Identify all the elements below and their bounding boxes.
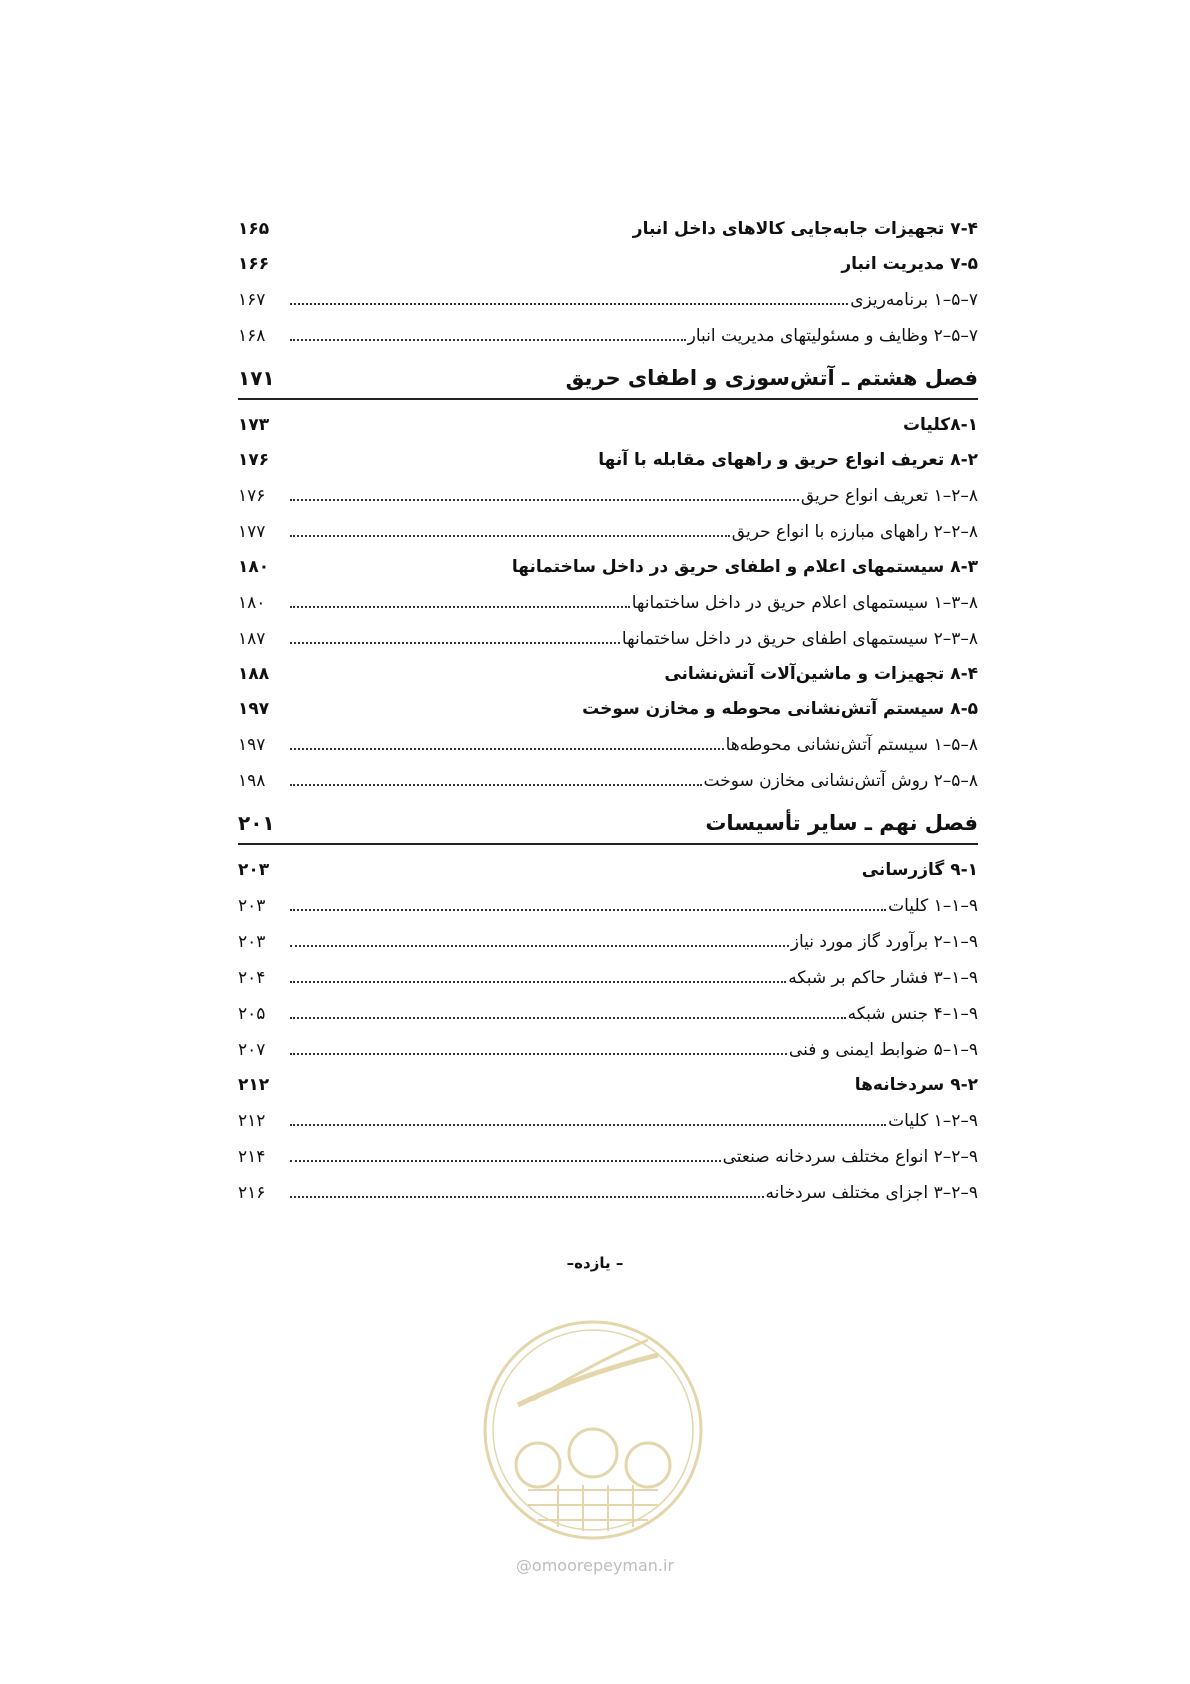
toc-entry-title: ۸–۵–۲ روش آتش‌نشانی مخازن سوخت xyxy=(703,771,978,791)
toc-subsection-row xyxy=(238,316,978,352)
toc-entry-title: ۸-۵ سیستم آتش‌نشانی محوطه و مخازن سوخت xyxy=(582,699,978,719)
dot-leader xyxy=(290,535,730,537)
toc-page-number: ۱۷۶ xyxy=(238,486,266,506)
toc-entry-title: ۸–۳–۱ سیستمهای اعلام حریق در داخل ساختمانها xyxy=(631,593,978,613)
toc-page-number: ۲۰۳ xyxy=(238,860,270,880)
toc-entry-title: ۹–۱–۴ جنس شبکه xyxy=(847,1004,978,1024)
toc-page-number: ۲۰۳ xyxy=(238,932,266,952)
toc-entry-title: ۹–۱–۵ ضوابط ایمنی و فنی xyxy=(788,1040,978,1060)
toc-section-row xyxy=(238,1066,978,1101)
toc-entry-title: ۸-۱کلیات xyxy=(902,415,978,435)
dot-leader xyxy=(290,1017,846,1019)
toc-entry-title: فصل هشتم ـ آتش‌سوزی و اطفای حریق xyxy=(565,366,978,390)
toc-subsection-row xyxy=(238,1101,978,1137)
dot-leader xyxy=(290,981,786,983)
toc-subsection-row xyxy=(238,280,978,316)
toc-section-row xyxy=(238,245,978,280)
toc-entry-title: ۸-۲ تعریف انواع حریق و راههای مقابله با آنها xyxy=(598,450,978,470)
toc-entry-title: فصل نهم ـ سایر تأسیسات xyxy=(705,811,978,835)
toc-entry-title: ۸-۴ تجهیزات و ماشین‌آلات آتش‌نشانی xyxy=(664,664,978,684)
toc-chapter-row xyxy=(238,352,978,400)
page-number-footer: – یازده– xyxy=(566,1254,624,1272)
dot-leader xyxy=(290,606,630,608)
toc-entry-title: ۸–۳–۲ سیستمهای اطفای حریق در داخل ساختمانها xyxy=(621,629,978,649)
toc-entry-title: ۸–۵–۱ سیستم آتش‌نشانی محوطه‌ها xyxy=(725,735,978,755)
toc-section-row xyxy=(238,406,978,441)
toc-section-row xyxy=(238,441,978,476)
toc-page-number: ۱۷۷ xyxy=(238,522,266,542)
toc-page-number: ۲۱۲ xyxy=(238,1111,266,1131)
toc-subsection-row xyxy=(238,994,978,1030)
dot-leader xyxy=(290,909,886,911)
toc-page-number: ۲۰۴ xyxy=(238,968,266,988)
toc-page-number: ۱۹۷ xyxy=(238,699,270,719)
toc-page-number: ۲۱۲ xyxy=(238,1075,270,1095)
toc-subsection-row xyxy=(238,922,978,958)
dot-leader xyxy=(290,339,686,341)
toc-entry-title: ۸-۳ سیستمهای اعلام و اطفای حریق در داخل ساختمانها xyxy=(511,557,978,577)
table-of-contents xyxy=(238,210,978,1209)
dot-leader xyxy=(290,1124,886,1126)
toc-page-number: ۲۰۳ xyxy=(238,896,266,916)
toc-entry-title: ۸–۲–۱ تعریف انواع حریق xyxy=(800,486,978,506)
toc-entry-title: ۷–۵–۱ برنامه‌ریزی xyxy=(850,290,978,310)
toc-page-number: ۱۸۰ xyxy=(238,593,266,613)
toc-page-number: ۲۰۵ xyxy=(238,1004,266,1024)
toc-entry-title: ۹–۲–۲ انواع مختلف سردخانه صنعتی xyxy=(722,1147,978,1167)
toc-page-number: ۱۶۶ xyxy=(238,254,270,274)
toc-entry-title: ۹–۲–۱ کلیات xyxy=(888,1111,978,1131)
toc-subsection-row xyxy=(238,958,978,994)
toc-subsection-row xyxy=(238,476,978,512)
toc-section-row xyxy=(238,690,978,725)
toc-entry-title: ۹–۱–۲ برآورد گاز مورد نیاز xyxy=(790,932,978,952)
toc-subsection-row xyxy=(238,725,978,761)
toc-subsection-row xyxy=(238,886,978,922)
toc-subsection-row xyxy=(238,1137,978,1173)
toc-entry-title: ۹–۱–۳ فشار حاکم بر شبکه xyxy=(788,968,978,988)
toc-entry-title: ۹–۲–۳ اجزای مختلف سردخانه xyxy=(765,1183,978,1203)
toc-page-number: ۲۱۶ xyxy=(238,1183,266,1203)
toc-page-number: ۱۷۳ xyxy=(238,415,270,435)
toc-section-row xyxy=(238,655,978,690)
toc-entry-title: ۷-۵ مدیریت انبار xyxy=(841,254,978,274)
toc-entry-title: ۷–۵–۲ وظایف و مسئولیتهای مدیریت انبار xyxy=(687,326,978,346)
dot-leader xyxy=(290,1196,764,1198)
toc-page-number: ۱۶۸ xyxy=(238,326,266,346)
dot-leader xyxy=(290,303,848,305)
dot-leader xyxy=(290,642,620,644)
toc-subsection-row xyxy=(238,512,978,548)
toc-page-number: ۱۶۵ xyxy=(238,219,270,239)
toc-subsection-row xyxy=(238,1030,978,1066)
toc-page-number: ۱۸۰ xyxy=(238,557,270,577)
toc-entry-title: ۷-۴ تجهیزات جابه‌جایی کالاهای داخل انبار xyxy=(632,219,978,239)
toc-subsection-row xyxy=(238,761,978,797)
dot-leader xyxy=(290,1053,787,1055)
toc-entry-title: ۹-۱ گازرسانی xyxy=(861,860,978,880)
toc-entry-title: ۹–۱–۱ کلیات xyxy=(888,896,978,916)
toc-section-row xyxy=(238,548,978,583)
toc-page-number: ۲۰۷ xyxy=(238,1040,266,1060)
toc-page-number: ۱۸۷ xyxy=(238,629,266,649)
toc-page-number: ۱۹۸ xyxy=(238,771,266,791)
dot-leader xyxy=(290,945,789,947)
toc-page-number: ۱۷۶ xyxy=(238,450,270,470)
toc-section-row xyxy=(238,851,978,886)
website-watermark: @omoorepeyman.ir xyxy=(515,1556,675,1575)
toc-page-number: ۱۸۸ xyxy=(238,664,270,684)
omoorepeyman-seal-watermark xyxy=(478,1315,708,1545)
toc-page-number: ۱۷۱ xyxy=(238,366,275,390)
toc-subsection-row xyxy=(238,1173,978,1209)
dot-leader xyxy=(290,499,799,501)
toc-page-number: ۱۶۷ xyxy=(238,290,266,310)
toc-chapter-row xyxy=(238,797,978,845)
toc-page-number: ۱۹۷ xyxy=(238,735,266,755)
toc-subsection-row xyxy=(238,619,978,655)
dot-leader xyxy=(290,1160,721,1162)
toc-page-number: ۲۰۱ xyxy=(238,811,275,835)
toc-page-number: ۲۱۴ xyxy=(238,1147,266,1167)
toc-subsection-row xyxy=(238,583,978,619)
toc-entry-title: ۹-۲ سردخانه‌ها xyxy=(854,1075,978,1095)
dot-leader xyxy=(290,784,702,786)
toc-section-row xyxy=(238,210,978,245)
dot-leader xyxy=(290,748,724,750)
toc-entry-title: ۸–۲–۲ راههای مبارزه با انواع حریق xyxy=(731,522,978,542)
